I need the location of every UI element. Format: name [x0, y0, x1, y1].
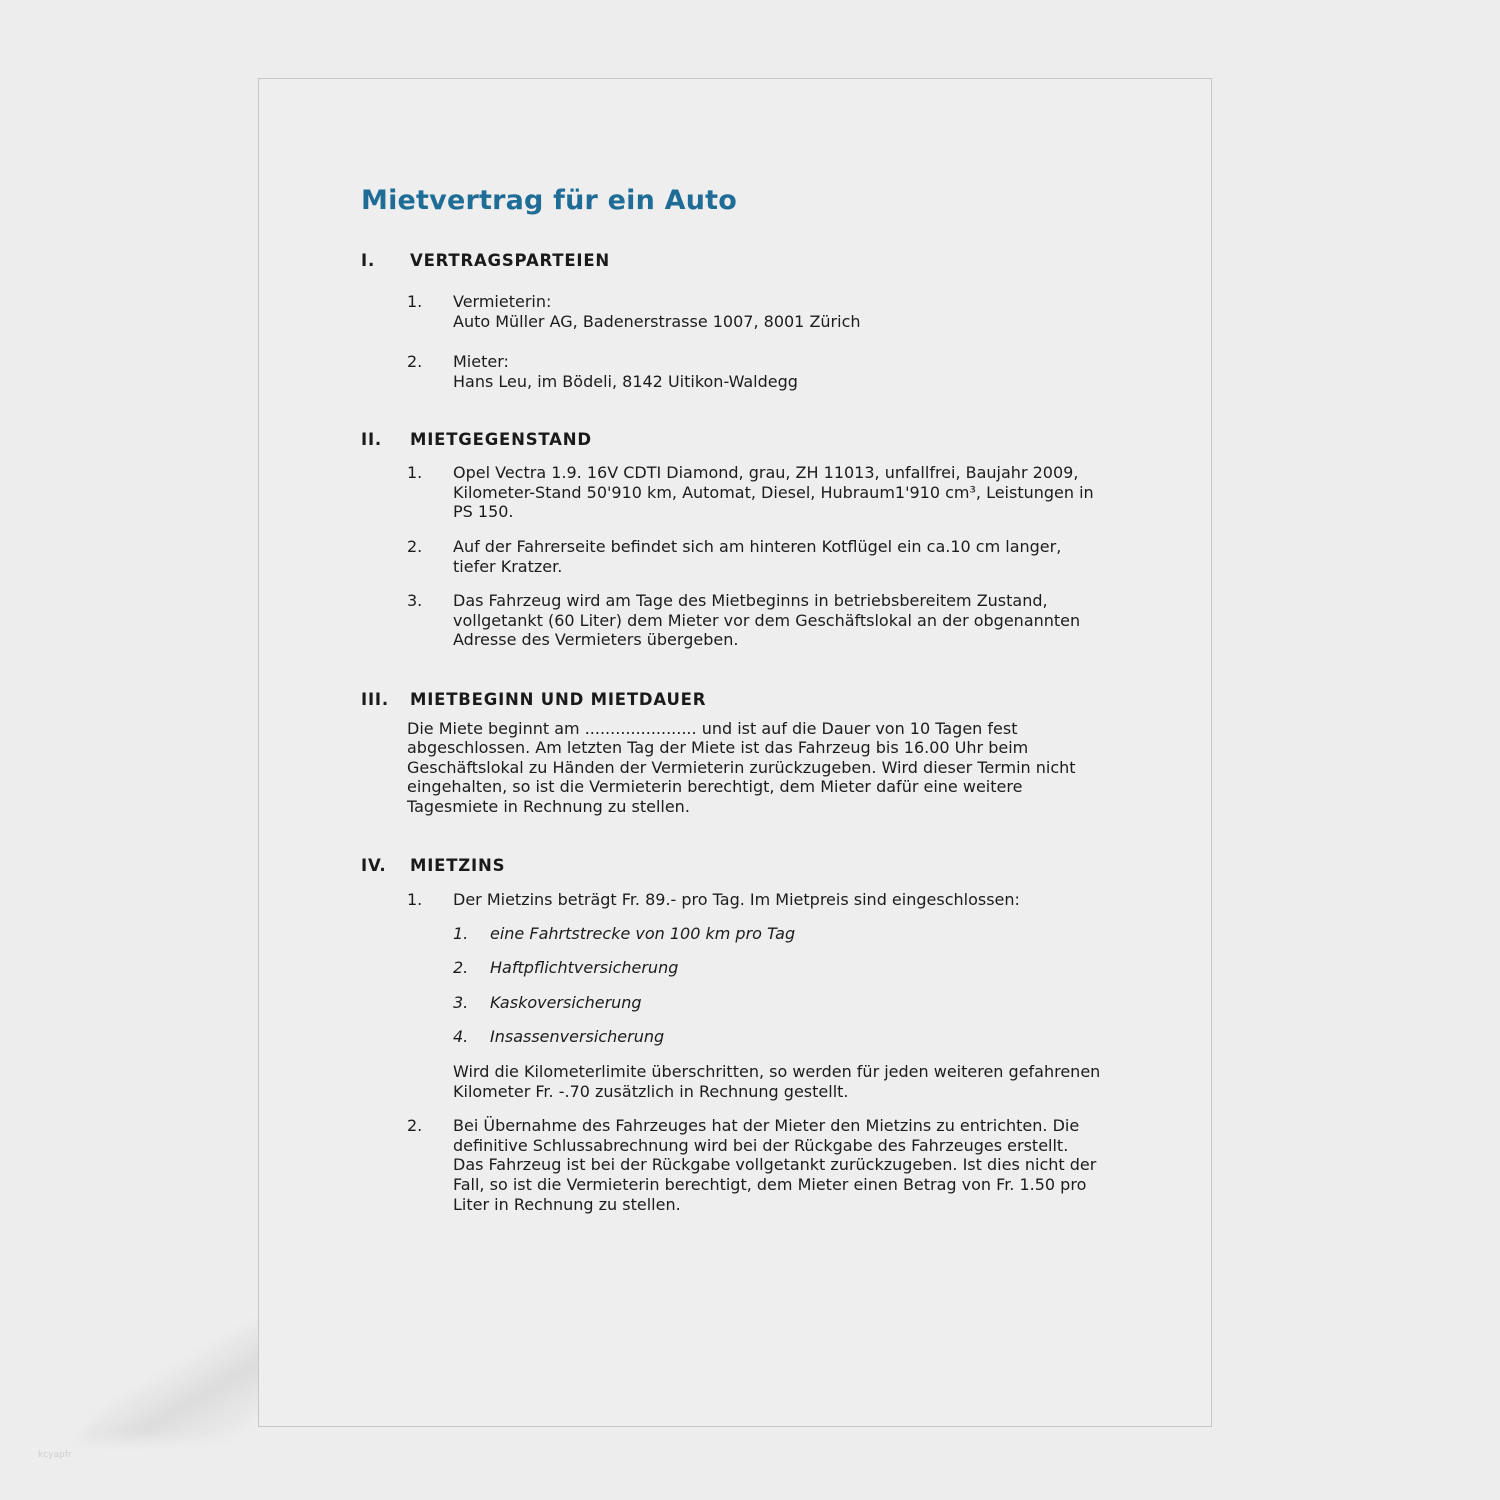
item-text: Der Mietzins beträgt Fr. 89.- pro Tag. Im Mietpreis sind eingeschlossen:: [453, 890, 1020, 910]
section-number: IV.: [361, 856, 387, 876]
party-label: Vermieterin:: [453, 292, 552, 312]
sub-text: Insassenversicherung: [490, 1027, 665, 1047]
sub-number: 4.: [453, 1027, 469, 1047]
item-number: 1.: [407, 292, 423, 312]
section-heading: [361, 690, 1101, 710]
list-item: [407, 537, 1101, 576]
sub-text: Kaskoversicherung: [490, 992, 642, 1012]
party-label: Mieter:: [453, 352, 509, 372]
included-item: [453, 924, 1101, 944]
rent-list: [407, 1116, 1101, 1214]
list-item: [407, 890, 1101, 910]
km-limit-paragraph: Wird die Kilometerlimite überschritten, so werden für jeden weiteren gefahrenen Kilometer Fr. -.70 zusätzlich in Rechnung gestellt.: [453, 1062, 1101, 1101]
section-heading: [361, 251, 1101, 271]
section-number: II.: [361, 429, 382, 449]
list-item: [407, 463, 1101, 522]
section-title: VERTRAGSPARTEIEN: [410, 250, 611, 270]
section-title: MIETGEGENSTAND: [410, 429, 592, 449]
sub-text: Haftpflichtversicherung: [490, 958, 679, 978]
sub-number: 3.: [453, 992, 469, 1012]
item-number: 2.: [407, 536, 423, 556]
section-number: I.: [361, 250, 376, 270]
section-title: MIETZINS: [410, 856, 506, 876]
party-address: Auto Müller AG, Badenerstrasse 1007, 8001 Zürich: [453, 311, 861, 331]
included-item: [453, 958, 1101, 978]
item-number: 1.: [407, 463, 423, 483]
item-text: Das Fahrzeug wird am Tage des Mietbeginns in betriebsbereitem Zustand, vollgetankt (60 Liter) dem Mieter vor dem Geschäftslokal an der obgenannten Adresse des Vermieters übergeben.: [453, 591, 1081, 650]
item-number: 2.: [407, 1116, 423, 1136]
document-title: Mietvertrag für ein Auto: [361, 185, 737, 216]
item-text: Bei Übernahme des Fahrzeuges hat der Mieter den Mietzins zu entrichten. Die definitive Schlussabrechnung wird bei der Rückgabe des Fahrzeuges erstellt. Das Fahrzeug ist bei der Rückgabe vollgetankt zurückzugeben. Ist dies nicht der Fall, so ist die Vermieterin berechtigt, dem Mieter einen Betrag von Fr. 1.50 pro Liter in Rechnung zu stellen.: [453, 1116, 1097, 1214]
section-paragraph: Die Miete beginnt am ...................... und ist auf die Dauer von 10 Tagen fest abgeschlossen. Am letzten Tag der Miete ist das Fahrzeug bis 16.00 Uhr beim Geschäftslokal zu Händen der Vermieterin zurückzugeben. Wird dieser Termin nicht eingehalten, so ist die Vermieterin berechtigt, dem Mieter dafür eine weitere Tagesmiete in Rechnung zu stellen.: [407, 718, 1076, 816]
item-text: Opel Vectra 1.9. 16V CDTI Diamond, grau, ZH 11013, unfallfrei, Baujahr 2009, Kilometer-Stand 50'910 km, Automat, Diesel, Hubraum1'910 cm³, Leistungen in PS 150.: [453, 463, 1094, 522]
object-list: [407, 463, 1101, 650]
section-number: III.: [361, 689, 389, 709]
section-title: MIETBEGINN UND MIETDAUER: [410, 689, 707, 709]
watermark-text: kcyapfr: [38, 1450, 72, 1460]
included-item: [453, 993, 1101, 1013]
document-page: [258, 78, 1212, 1427]
list-item: [407, 1116, 1101, 1214]
rent-list: [407, 890, 1101, 910]
item-number: 1.: [407, 890, 423, 910]
list-item: [407, 352, 1101, 391]
sub-text: eine Fahrtstrecke von 100 km pro Tag: [490, 923, 796, 943]
party-list: [407, 292, 1101, 391]
included-list: [361, 924, 1101, 1047]
included-item: [453, 1027, 1101, 1047]
item-number: 3.: [407, 591, 423, 611]
party-address: Hans Leu, im Bödeli, 8142 Uitikon-Waldegg: [453, 371, 798, 391]
document-content: [361, 185, 1101, 1214]
sub-number: 1.: [453, 923, 469, 943]
sub-number: 2.: [453, 958, 469, 978]
item-text: Auf der Fahrerseite befindet sich am hinteren Kotflügel ein ca.10 cm langer, tiefer Kratzer.: [453, 536, 1062, 576]
list-item: [407, 591, 1101, 650]
item-number: 2.: [407, 352, 423, 372]
section-heading: [361, 856, 1101, 876]
section-heading: [361, 430, 1101, 450]
list-item: [407, 292, 1101, 331]
